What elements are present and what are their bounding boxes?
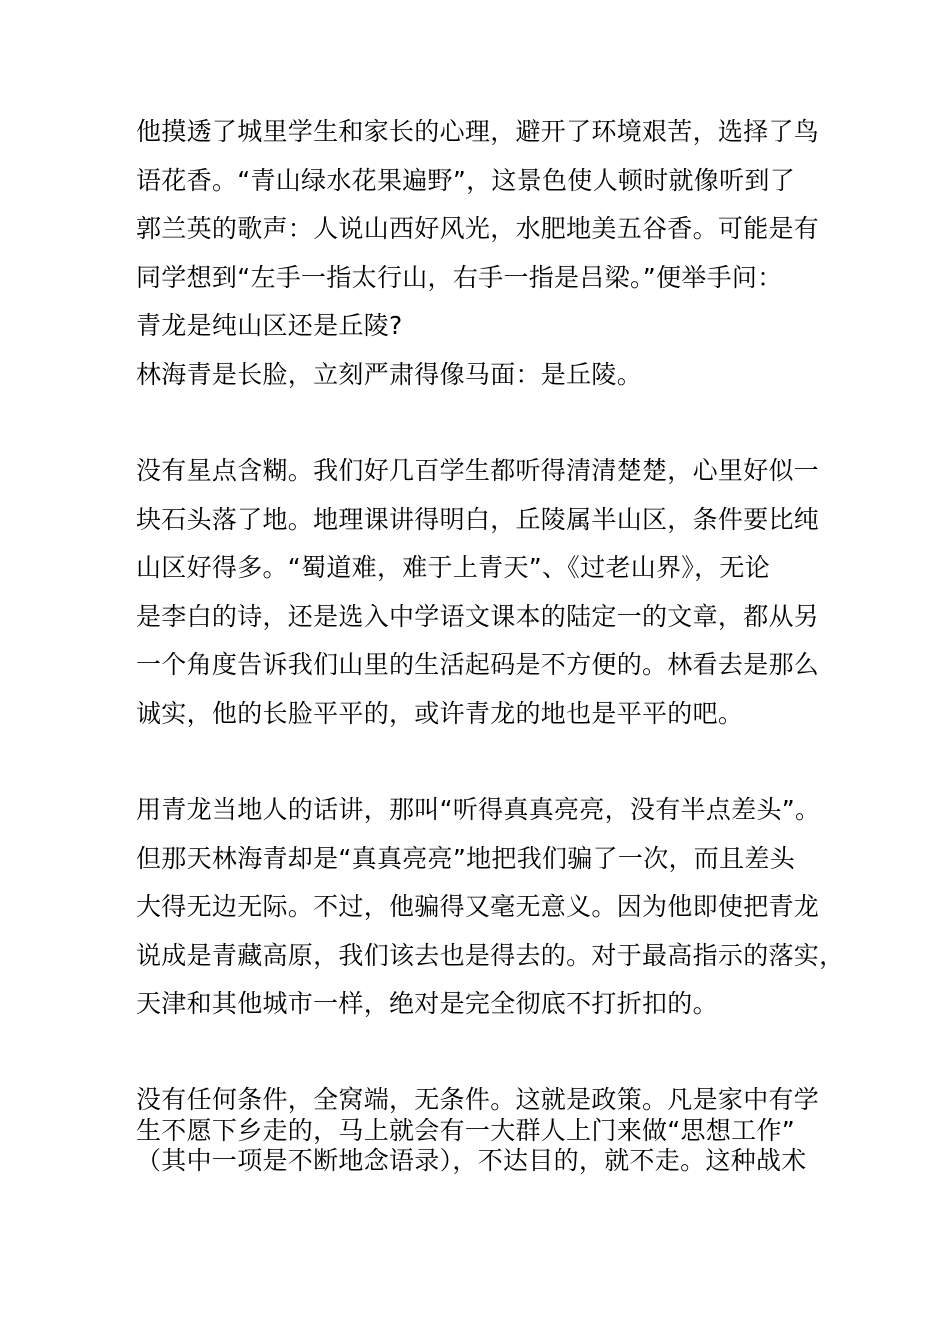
text-line: 用青龙当地人的话讲，那叫“听得真真亮亮，没有半点差头”。 (136, 795, 821, 824)
text-line: 生不愿下乡走的，马上就会有一大群人上门来做“思想工作” (136, 1115, 796, 1145)
text-line: （其中一项是不断地念语录），不达目的，就不走。这种战术 (136, 1146, 807, 1175)
text-line: 没有星点含糊。我们好几百学生都听得清清楚楚，心里好似一 (136, 456, 820, 485)
text-line: 林海青是长脸，立刻严肃得像马面：是丘陵。 (136, 359, 643, 389)
paragraph-3 (136, 786, 845, 1029)
text-line: 但那天林海青却是“真真亮亮”地把我们骗了一次，而且差头 (136, 843, 796, 873)
text-line: 同学想到“左手一指太行山，右手一指是吕梁。”便举手问： (136, 262, 783, 292)
paragraph-4 (136, 1085, 836, 1177)
text-line: 诚实，他的长脸平平的，或许青龙的地也是平平的吧。 (136, 698, 744, 728)
text-line: 青龙是纯山区还是丘陵? (136, 311, 403, 340)
text-line: 一个角度告诉我们山里的生活起码是不方便的。林看去是那么 (136, 650, 820, 679)
text-line: 山区好得多。“蜀道难，难于上青天”、《过老山界》，无论 (136, 553, 771, 582)
text-line: 大得无边无际。不过，他骗得又毫无意义。因为他即使把青龙 (136, 892, 820, 921)
text-line: 他摸透了城里学生和家长的心理，避开了环境艰苦，选择了鸟 (136, 117, 820, 146)
text-line: 语花香。“青山绿水花果遍野”，这景色使人顿时就像听到了 (136, 165, 796, 195)
text-line: 郭兰英的歌声：人说山西好风光，水肥地美五谷香。可能是有 (136, 214, 820, 243)
text-line: 是李白的诗，还是选入中学语文课本的陆定一的文章，都从另 (136, 601, 820, 631)
paragraph-2 (136, 447, 836, 738)
text-line: 说成是青藏高原，我们该去也是得去的。对于最高指示的落实， (136, 940, 845, 970)
text-line: 块石头落了地。地理课讲得明白，丘陵属半山区，条件要比纯 (136, 504, 820, 534)
text-line: 没有任何条件，全窝端，无条件。这就是政策。凡是家中有学 (136, 1085, 820, 1114)
paragraph-1 (136, 108, 836, 399)
text-line: 天津和其他城市一样，绝对是完全彻底不打折扣的。 (136, 989, 718, 1018)
